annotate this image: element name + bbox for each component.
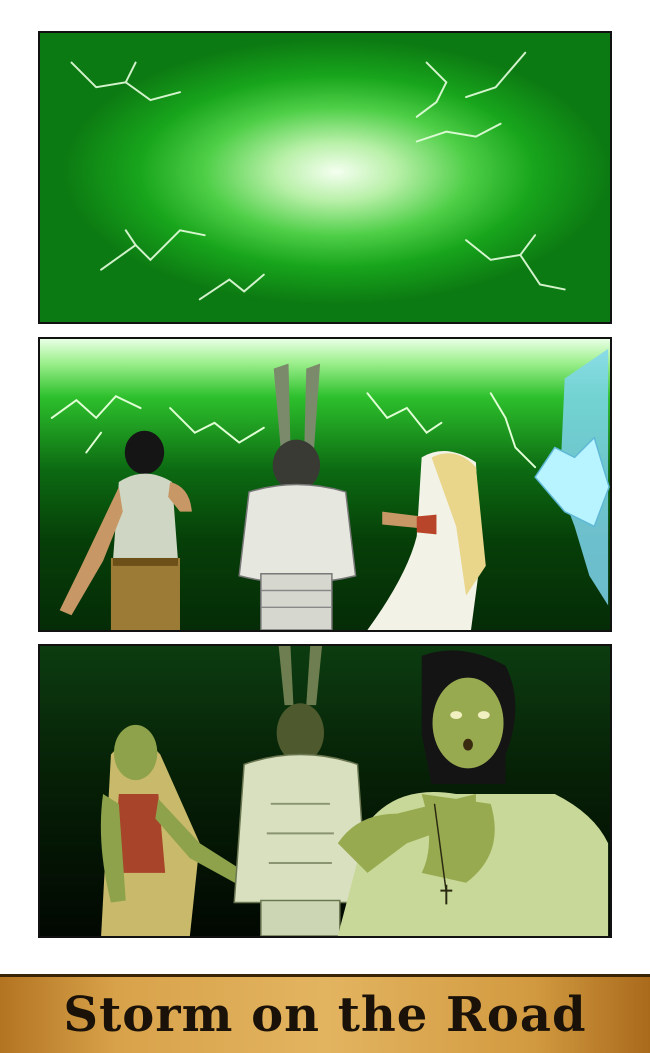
page-title: Storm on the Road bbox=[63, 987, 587, 1043]
blonde-elf-back-figure bbox=[367, 451, 485, 630]
dark-haired-woman-back-figure bbox=[60, 431, 192, 630]
title-banner bbox=[0, 974, 650, 1053]
comic-panel-lightning-burst bbox=[38, 31, 612, 324]
dark-haired-woman-front-figure bbox=[338, 650, 608, 936]
ice-crystal-illustration bbox=[535, 349, 609, 605]
lightning-bolts-illustration bbox=[40, 33, 610, 322]
comic-panel-heroes-reacting bbox=[38, 644, 612, 938]
heroes-front-illustration bbox=[40, 646, 610, 936]
comic-panel-heroes-watching bbox=[38, 337, 612, 632]
rabbit-knight-back-figure bbox=[239, 364, 355, 630]
rabbit-knight-front-figure bbox=[234, 646, 367, 936]
heroes-from-behind-illustration bbox=[40, 339, 610, 630]
elf-woman-front-figure bbox=[101, 725, 254, 936]
